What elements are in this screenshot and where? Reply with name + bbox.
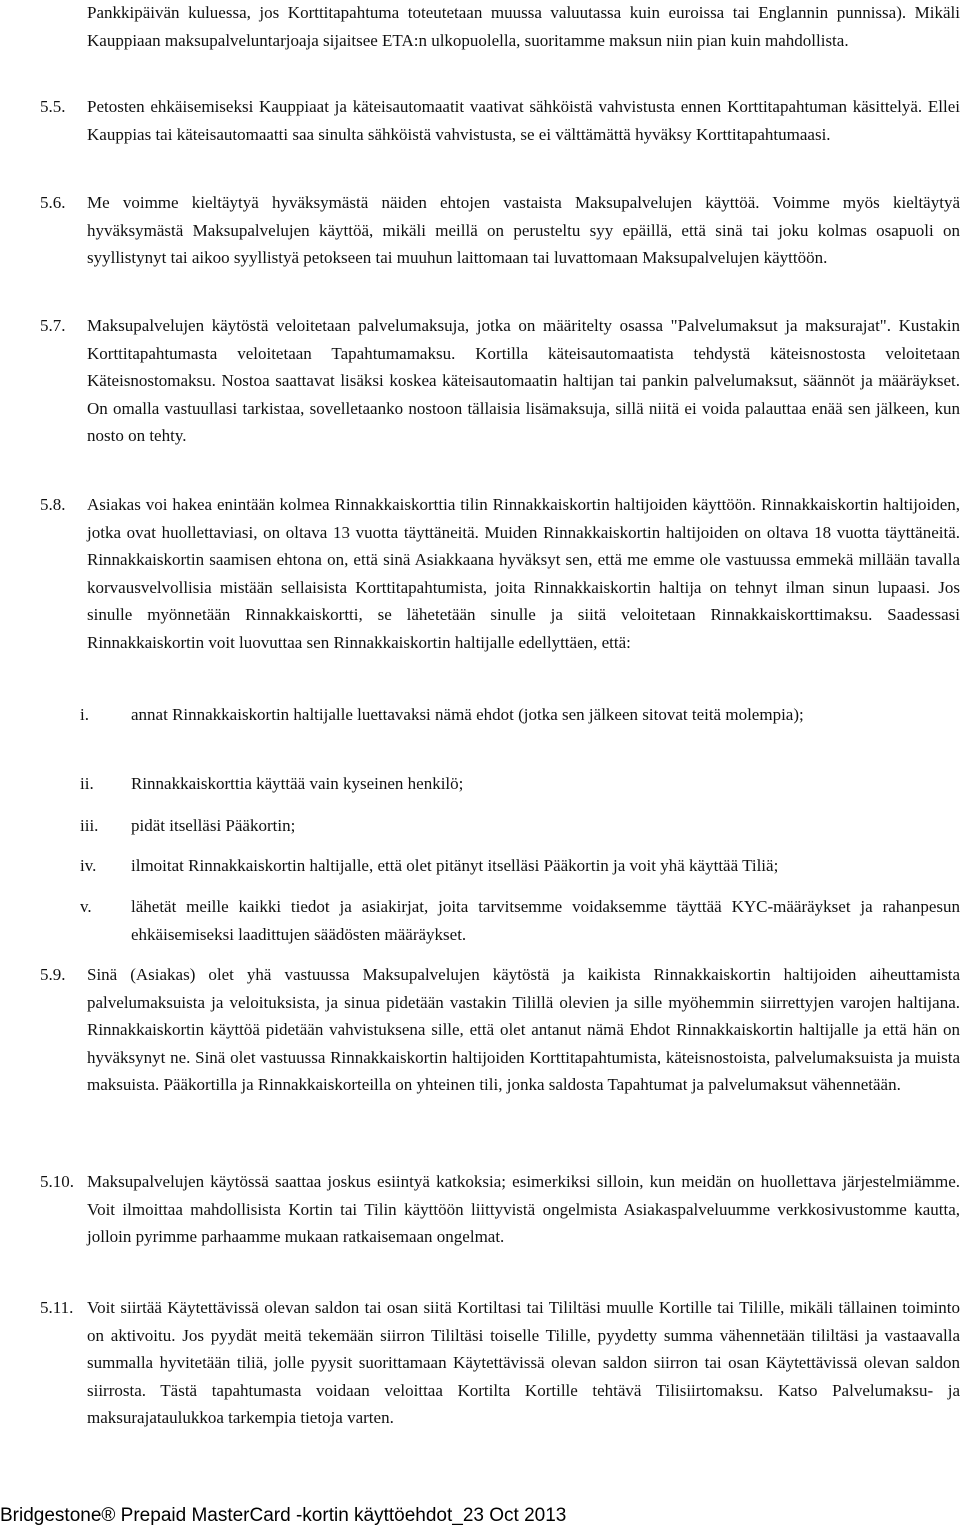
section-5-8	[40, 491, 960, 656]
section-5-7	[40, 312, 960, 450]
section-5-5	[40, 93, 960, 148]
page-footer: Bridgestone® Prepaid MasterCard -kortin käyttöehdot_23 Oct 2013	[0, 1505, 567, 1526]
list-item-number: i.	[80, 705, 89, 724]
section-text: Asiakas voi hakea enintään kolmea Rinnakkaiskorttia tilin Rinnakkaiskortin haltijoiden käyttöön. Rinnakkaiskortin haltijoiden, jotka ovat huollettaviasi, on oltava 13 vuotta täyttäneitä. Muiden Rinnakkaiskortin haltijoiden on oltava 18 vuotta täyttäneitä. Rinnakkaiskortin saamisen ehtona on, että sinä Asiakkaana hyväksyt sen, että me emme ole vastuussa emmekä millään tavalla korvausvelvollisia mistään sellaisista Korttitapahtumista, joita Rinnakkaiskortin haltija on tehnyt ilman sinun lupaasi. Jos sinulle myönnetään Rinnakkaiskortti, se lähetetään sinulle ja siitä veloitetaan Rinnakkaiskorttimaksu. Saadessasi Rinnakkaiskortin voit luovuttaa sen Rinnakkaiskortin haltijalle edellyttäen, että:	[87, 495, 960, 652]
section-text: Sinä (Asiakas) olet yhä vastuussa Maksupalvelujen käytöstä ja kaikista Rinnakkaiskortin haltijoiden aiheuttamista palvelumaksuista ja veloituksista, ja sinua pidetään vastakin Tilillä olevien ja sille myöhemmin siirrettyjen varojen haltijana. Rinnakkaiskortin käyttöä pidetään vahvistuksena sille, että olet antanut nämä Ehdot Rinnakkaiskortin haltijalle ja että hän on hyväksynyt ne. Sinä olet vastuussa Rinnakkaiskortin haltijoiden Korttitapahtumista, käteisnostoista, palvelumaksuista ja muista maksuista. Pääkortilla ja Rinnakkaiskorteilla on yhteinen tili, jonka saldosta Tapahtumat ja palvelumaksut vähennetään.	[87, 965, 960, 1094]
list-item-text: lähetät meille kaikki tiedot ja asiakirjat, joita tarvitsemme voidaksemme täyttää KYC-määräykset ja rahanpesun ehkäisemiseksi laadittujen säädösten määräykset.	[131, 897, 960, 944]
list-item	[80, 701, 960, 729]
list-item	[80, 812, 960, 840]
section-text: Voit siirtää Käytettävissä olevan saldon tai osan siitä Kortiltasi tai Tililtäsi muulle Kortille tai Tilille, mikäli tällainen toiminto on aktivoitu. Jos pyydät meitä tekemään siirron Tililtäsi toiselle Tilille, pyydetty summa vähennetään tililtäsi ja vastaavalla summalla hyvitetään tiliä, jolle pyysit suorittamaan Käytettävissä olevan saldon siirron tai osan Käytettävissä olevan saldon siirrosta. Tästä tapahtumasta voidaan veloittaa Kortilta Kortille tehtävä Tilisiirtomaksu. Katso Palvelumaksu- ja maksurajataulukkoa tarkempia tietoja varten.	[87, 1298, 960, 1427]
section-5-6	[40, 189, 960, 272]
section-text: Maksupalvelujen käytöstä veloitetaan palvelumaksuja, jotka on määritelty osassa "Palvelumaksut ja maksurajat". Kustakin Korttitapahtumasta veloitetaan Tapahtumamaksu. Kortilla käteisautomaatista tehdystä käteisnostosta veloitetaan Käteisnostomaksu. Nostoa saattavat lisäksi koskea käteisautomaatin haltijan tai pankin palvelumaksut, säännöt ja määräykset. On omalla vastuullasi tarkistaa, sovelletaanko nostoon tällaisia lisämaksuja, sillä niitä ei voida palauttaa enää sen jälkeen, kun nosto on tehty.	[87, 316, 960, 445]
list-item-text: ilmoitat Rinnakkaiskortin haltijalle, että olet pitänyt itselläsi Pääkortin ja voit yhä käyttää Tiliä;	[131, 856, 779, 875]
list-item-number: iii.	[80, 816, 99, 835]
section-number: 5.7.	[40, 316, 66, 335]
section-number: 5.11.	[40, 1298, 74, 1317]
section-number: 5.8.	[40, 495, 66, 514]
list-item	[80, 770, 960, 798]
section-number: 5.5.	[40, 97, 66, 116]
section-text: Maksupalvelujen käytössä saattaa joskus esiintyä katkoksia; esimerkiksi silloin, kun meidän on huollettava järjestelmiämme. Voit ilmoittaa mahdollisista Kortin tai Tilin käyttöön liittyvistä ongelmista Asiakaspalveluumme verkkosivustomme kautta, jolloin pyrimme parhaamme mukaan ratkaisemaan ongelmat.	[87, 1172, 960, 1246]
section-number: 5.6.	[40, 193, 66, 212]
list-item	[80, 893, 960, 948]
section-5-9	[40, 961, 960, 1099]
section-number: 5.9.	[40, 965, 66, 984]
intro-paragraph: Pankkipäivän kuluessa, jos Korttitapahtuma toteutetaan muussa valuutassa kuin euroissa tai Englannin punnissa). Mikäli Kauppiaan maksupalveluntarjoaja sijaitsee ETA:n ulkopuolella, suoritamme maksun niin pian kuin mahdollista.	[87, 3, 960, 50]
list-item-number: v.	[80, 897, 92, 916]
section-5-11	[40, 1294, 960, 1432]
section-number: 5.10.	[40, 1172, 74, 1191]
list-item	[80, 852, 960, 880]
list-item-number: ii.	[80, 774, 94, 793]
section-text: Me voimme kieltäytyä hyväksymästä näiden ehtojen vastaista Maksupalvelujen käyttöä. Voimme myös kieltäytyä hyväksymästä Maksupalvelujen käyttöä, mikäli meillä on perusteltu syy epäillä, että sinä tai joku kolmas osapuoli on syyllistynyt tai aikoo syyllistyä petokseen tai muuhun laittomaan tai luvattomaan Maksupalvelujen käyttöön.	[87, 193, 960, 267]
list-item-text: pidät itselläsi Pääkortin;	[131, 816, 296, 835]
section-5-10	[40, 1168, 960, 1251]
list-item-text: annat Rinnakkaiskortin haltijalle luettavaksi nämä ehdot (jotka sen jälkeen sitovat teitä molempia);	[131, 705, 804, 724]
list-item-text: Rinnakkaiskorttia käyttää vain kyseinen henkilö;	[131, 774, 464, 793]
list-item-number: iv.	[80, 856, 97, 875]
section-text: Petosten ehkäisemiseksi Kauppiaat ja käteisautomaatit vaativat sähköistä vahvistusta ennen Korttitapahtuman käsittelyä. Ellei Kauppias tai käteisautomaatti saa sinulta sähköistä vahvistusta, se ei välttämättä hyväksy Korttitapahtumaasi.	[87, 97, 960, 144]
